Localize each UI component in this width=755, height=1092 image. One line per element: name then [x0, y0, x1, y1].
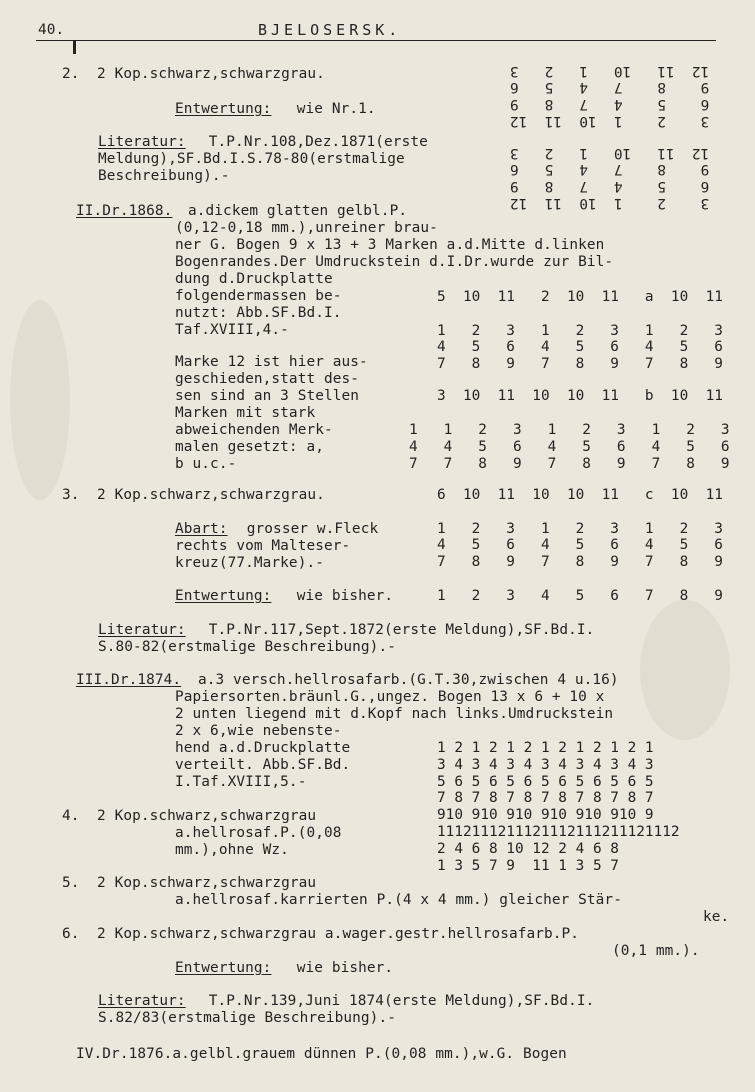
grid-row — [437, 504, 723, 521]
page-tick — [73, 40, 76, 54]
page-title: BJELOSERSK. — [258, 21, 402, 39]
paper-stain — [10, 300, 70, 500]
grid-row: 3 4 3 4 3 4 3 4 3 4 3 4 3 — [437, 756, 654, 773]
grid-row: 1 2 3 4 5 6 7 8 9 — [437, 587, 723, 604]
grid-row — [437, 306, 723, 323]
text-line: rechts vom Malteser- — [175, 538, 351, 554]
text-line: wie bisher. — [288, 588, 394, 604]
text-line: ke. — [703, 909, 730, 925]
paper-stain — [640, 600, 730, 740]
text-line: wie bisher. — [288, 960, 394, 976]
underlined-heading: Abart: — [175, 521, 228, 537]
grid-row: 1 3 5 7 9 11 1 3 5 7 — [437, 857, 619, 874]
text-line: nutzt: Abb.SF.Bd.I. — [175, 305, 342, 321]
text-line: folgendermassen be- — [175, 288, 342, 304]
grid-row: 910 910 910 910 910 910 9 — [437, 807, 654, 824]
grid-row: 9 8 7 4 5 6 — [510, 79, 710, 96]
text-line: hend a.d.Druckplatte — [175, 740, 351, 756]
text-line: 4. 2 Kop.schwarz,schwarzgrau — [62, 808, 317, 824]
text-line: 3. 2 Kop.schwarz,schwarzgrau. — [62, 487, 325, 503]
text-line: Meldung),SF.Bd.I.S.78-80(erstmalige — [98, 151, 405, 167]
grid-row: 1 1 2 3 1 2 3 1 2 3 — [409, 422, 730, 438]
text-line: Papiersorten.bräunl.G.,ungez. Bogen 13 x 6 + 10 x — [175, 689, 605, 705]
text-line: 2. 2 Kop.schwarz,schwarzgrau. — [62, 66, 325, 82]
text-line: dung d.Druckplatte — [175, 271, 333, 287]
text-line: a.3 versch.hellrosafarb.(G.T.30,zwischen 4 u.16) — [198, 672, 619, 688]
grid-row: 7 8 9 7 8 9 7 8 9 — [437, 554, 723, 571]
text-line: Marken mit stark — [175, 405, 316, 421]
text-line: T.P.Nr.108,Dez.1871(erste — [200, 134, 428, 150]
grid-row: 4 4 5 6 4 5 6 4 5 6 — [409, 438, 730, 455]
grid-row: 3 2 1 10 11 12 — [510, 113, 710, 130]
underlined-heading: Entwertung: — [175, 101, 272, 117]
plate-layout-grid — [510, 144, 709, 211]
grid-row: 12 11 10 1 2 3 — [510, 144, 710, 161]
text-line: Marke 12 ist hier aus- — [175, 354, 368, 370]
text-line: a.hellrosaf.P.(0,08 — [175, 825, 342, 841]
text-line: abweichenden Merk- — [175, 422, 333, 438]
header-rule — [36, 40, 716, 41]
grid-row: 9 8 7 4 5 6 — [510, 161, 710, 178]
text-line: Bogenrandes.Der Umdruckstein d.I.Dr.wurde zur Bil- — [175, 254, 614, 270]
grid-row: 6 5 4 7 8 9 — [510, 96, 710, 113]
grid-row: 1 2 3 1 2 3 1 2 3 — [437, 520, 723, 537]
text-line: S.82/83(erstmalige Beschreibung).- — [98, 1010, 396, 1026]
grid-row: 5 10 11 2 10 11 a 10 11 — [437, 289, 723, 305]
grid-row: 7 8 7 8 7 8 7 8 7 8 7 8 7 — [437, 790, 654, 807]
grid-row: 6 5 4 7 8 9 — [510, 178, 710, 195]
grid-row: 1 2 3 1 2 3 1 2 3 — [437, 322, 723, 339]
text-line: a.dickem glatten gelbl.P. — [188, 203, 408, 219]
underlined-heading: Literatur: — [98, 134, 186, 150]
text-line: a.hellrosaf.karrierten P.(4 x 4 mm.) gleicher Stär- — [175, 892, 622, 908]
text-line: (0,1 mm.). — [612, 943, 700, 959]
grid-row: 1112111211121112111211121112 — [437, 823, 680, 840]
text-line: IV.Dr.1876.a.gelbl.grauem dünnen P.(0,08 mm.),w.G. Bogen — [76, 1046, 567, 1062]
grid-row: 4 5 6 4 5 6 4 5 6 — [437, 339, 723, 356]
plate-layout-grid — [510, 62, 709, 129]
grid-row: 2 4 6 8 10 12 2 4 6 8 — [437, 840, 619, 857]
text-line: T.P.Nr.139,Juni 1874(erste Meldung),SF.Bd.I. — [200, 993, 595, 1009]
text-line: 6. 2 Kop.schwarz,schwarzgrau a.wager.gestr.hellrosafarb.P. — [62, 926, 580, 942]
text-line: geschieden,statt des- — [175, 371, 360, 387]
underlined-heading: II.Dr.1868. — [76, 203, 173, 219]
underlined-heading: Literatur: — [98, 622, 186, 638]
grid-row: 5 6 5 6 5 6 5 6 5 6 5 6 5 — [437, 773, 654, 790]
text-line: Taf.XVIII,4.- — [175, 322, 289, 338]
text-line: wie Nr.1. — [288, 101, 376, 117]
text-line: ner G. Bogen 9 x 13 + 3 Marken a.d.Mitte d.linken — [175, 237, 605, 253]
text-line: verteilt. Abb.SF.Bd. — [175, 757, 351, 773]
grid-row: 6 10 11 10 10 11 c 10 11 — [437, 487, 723, 503]
text-line: sen sind an 3 Stellen — [175, 388, 360, 404]
grid-row: 4 5 6 4 5 6 4 5 6 — [437, 537, 723, 554]
underlined-heading: Entwertung: — [175, 960, 272, 976]
text-line: (0,12-0,18 mm.),unreiner brau- — [175, 220, 438, 236]
text-line: grosser w.Fleck — [238, 521, 379, 537]
text-line: S.80-82(erstmalige Beschreibung).- — [98, 639, 396, 655]
text-line: b u.c.- — [175, 456, 237, 472]
plate-layout-grid — [437, 289, 723, 373]
plate-layout-grid — [437, 388, 723, 405]
text-line: malen gesetzt: a, — [175, 439, 324, 455]
underlined-heading: Entwertung: — [175, 588, 272, 604]
grid-row: 12 11 10 1 2 3 — [510, 62, 710, 79]
plate-layout-grid — [409, 422, 730, 472]
grid-row: 3 10 11 10 10 11 b 10 11 — [437, 388, 723, 404]
text-line: mm.),ohne Wz. — [175, 842, 289, 858]
grid-row — [437, 571, 723, 588]
text-line: 2 unten liegend mit d.Kopf nach links.Umdruckstein — [175, 706, 614, 722]
grid-row: 3 2 1 10 11 12 — [510, 195, 710, 212]
text-line: 2 x 6,wie nebenste- — [175, 723, 342, 739]
grid-row: 7 8 9 7 8 9 7 8 9 — [437, 356, 723, 373]
underlined-heading: Literatur: — [98, 993, 186, 1009]
text-line: I.Taf.XVIII,5.- — [175, 774, 307, 790]
text-line: T.P.Nr.117,Sept.1872(erste Meldung),SF.Bd.I. — [200, 622, 595, 638]
grid-row: 7 7 8 9 7 8 9 7 8 9 — [409, 455, 730, 472]
page-number: 40. — [38, 22, 65, 38]
plate-layout-grid — [437, 740, 680, 874]
underlined-heading: III.Dr.1874. — [76, 672, 182, 688]
plate-layout-grid — [437, 487, 723, 605]
text-line: Beschreibung).- — [98, 168, 230, 184]
grid-row: 1 2 1 2 1 2 1 2 1 2 1 2 1 — [437, 740, 654, 756]
text-line: kreuz(77.Marke).- — [175, 555, 324, 571]
text-line: 5. 2 Kop.schwarz,schwarzgrau — [62, 875, 317, 891]
